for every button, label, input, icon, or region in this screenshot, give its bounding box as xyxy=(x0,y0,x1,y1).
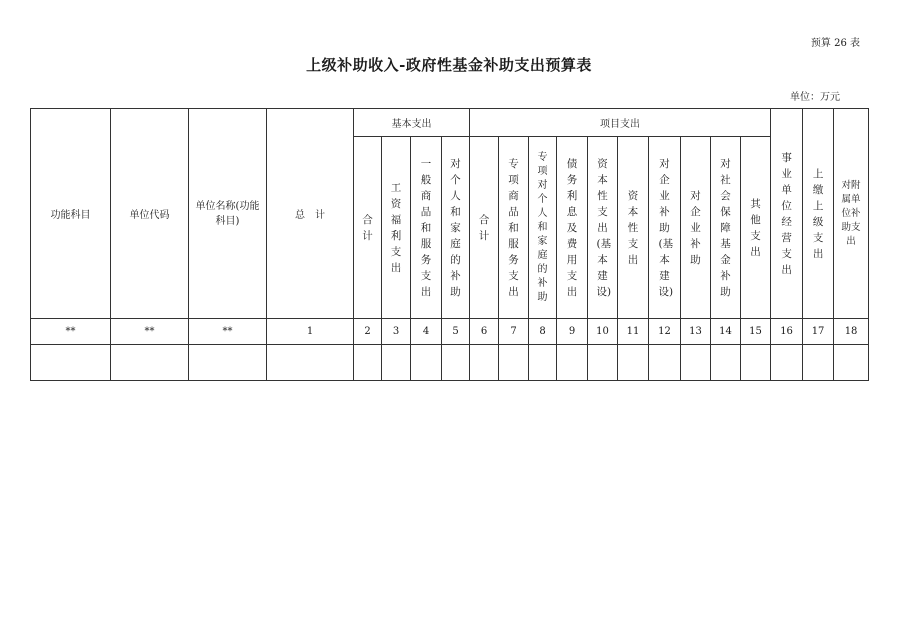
index-cell: 13 xyxy=(681,319,711,345)
header-project-ent xyxy=(681,137,711,319)
header-project-group: 项目支出 xyxy=(470,109,771,137)
header-project-personal xyxy=(529,137,557,319)
header-project-debt xyxy=(557,137,588,319)
header-basic-salary-text: 工资福利支出 xyxy=(390,181,402,274)
header-unit-name xyxy=(189,109,267,319)
data-cell xyxy=(803,345,834,381)
index-cell: 7 xyxy=(499,319,529,345)
data-cell xyxy=(711,345,741,381)
header-business-text: 事业单位经营支出 xyxy=(781,151,792,276)
data-cell xyxy=(442,345,470,381)
header-turnover xyxy=(803,109,834,319)
data-cell xyxy=(741,345,771,381)
header-project-capital-text: 资本性支出 xyxy=(627,189,639,266)
data-cell xyxy=(111,345,189,381)
header-func-subject: 功能科目 xyxy=(31,109,111,319)
data-cell xyxy=(31,345,111,381)
header-unit-name-text: 单位名称(功能科目) xyxy=(195,200,260,227)
header-project-other-text: 其他支出 xyxy=(750,197,761,258)
header-project-goods xyxy=(499,137,529,319)
data-cell xyxy=(618,345,649,381)
header-project-ent-text: 对企业补助 xyxy=(690,189,701,266)
data-cell xyxy=(771,345,803,381)
header-affiliated-text: 对附属单位补助支出 xyxy=(841,179,861,247)
index-cell: 1 xyxy=(267,319,354,345)
index-row xyxy=(31,319,869,345)
index-cell: 2 xyxy=(354,319,382,345)
header-unit-code: 单位代码 xyxy=(111,109,189,319)
header-total: 总 计 xyxy=(267,109,354,319)
data-cell xyxy=(834,345,869,381)
page-title: 上级补助收入-政府性基金补助支出预算表 xyxy=(306,56,592,74)
header-basic-goods xyxy=(411,137,442,319)
header-project-social-text: 对社会保障基金补助 xyxy=(720,157,731,298)
data-cell xyxy=(649,345,681,381)
index-cell: ** xyxy=(111,319,189,345)
data-cell xyxy=(681,345,711,381)
header-project-total xyxy=(470,137,499,319)
header-business xyxy=(771,109,803,319)
index-cell: 18 xyxy=(834,319,869,345)
data-cell xyxy=(267,345,354,381)
data-cell xyxy=(189,345,267,381)
data-cell xyxy=(529,345,557,381)
header-project-debt-text: 债务利息及费用支出 xyxy=(566,157,578,298)
header-turnover-text: 上缴上级支出 xyxy=(812,167,824,260)
data-cell xyxy=(557,345,588,381)
data-cell xyxy=(499,345,529,381)
header-basic-total xyxy=(354,137,382,319)
header-project-ent-build-text: 对企业补助(基本建设) xyxy=(658,157,674,298)
header-project-ent-build xyxy=(649,137,681,319)
header-basic-total-text: 合计 xyxy=(362,213,373,242)
header-basic-salary xyxy=(382,137,411,319)
header-project-capital xyxy=(618,137,649,319)
header-basic-goods-text: 一般商品和服务支出 xyxy=(420,157,432,298)
index-cell: 12 xyxy=(649,319,681,345)
data-cell xyxy=(470,345,499,381)
form-number: 预算 26 表 xyxy=(810,38,860,49)
index-cell: 10 xyxy=(588,319,618,345)
header-basic-personal xyxy=(442,137,470,319)
index-cell: 8 xyxy=(529,319,557,345)
index-cell: 14 xyxy=(711,319,741,345)
unit-label: 单位：万元 xyxy=(790,92,840,103)
index-cell: 5 xyxy=(442,319,470,345)
header-project-total-text: 合计 xyxy=(478,213,490,242)
index-cell: 3 xyxy=(382,319,411,345)
index-cell: 9 xyxy=(557,319,588,345)
index-cell: 4 xyxy=(411,319,442,345)
data-cell xyxy=(354,345,382,381)
header-project-capital-build xyxy=(588,137,618,319)
header-project-social xyxy=(711,137,741,319)
header-project-personal-text: 专项对个人和家庭的补助 xyxy=(537,151,548,303)
index-cell: 15 xyxy=(741,319,771,345)
data-cell xyxy=(588,345,618,381)
table-row xyxy=(31,345,869,381)
data-cell xyxy=(382,345,411,381)
index-cell: 17 xyxy=(803,319,834,345)
index-cell: ** xyxy=(31,319,111,345)
index-cell: 16 xyxy=(771,319,803,345)
header-project-capital-build-text: 资本性支出(基本建设) xyxy=(596,157,612,298)
header-basic-personal-text: 对个人和家庭的补助 xyxy=(450,157,461,298)
index-cell: 6 xyxy=(470,319,499,345)
header-project-goods-text: 专项商品和服务支出 xyxy=(508,157,519,298)
index-cell: ** xyxy=(189,319,267,345)
header-affiliated xyxy=(834,109,869,319)
header-project-other xyxy=(741,137,771,319)
index-cell: 11 xyxy=(618,319,649,345)
header-basic-group: 基本支出 xyxy=(354,109,470,137)
budget-table xyxy=(30,108,869,381)
data-cell xyxy=(411,345,442,381)
